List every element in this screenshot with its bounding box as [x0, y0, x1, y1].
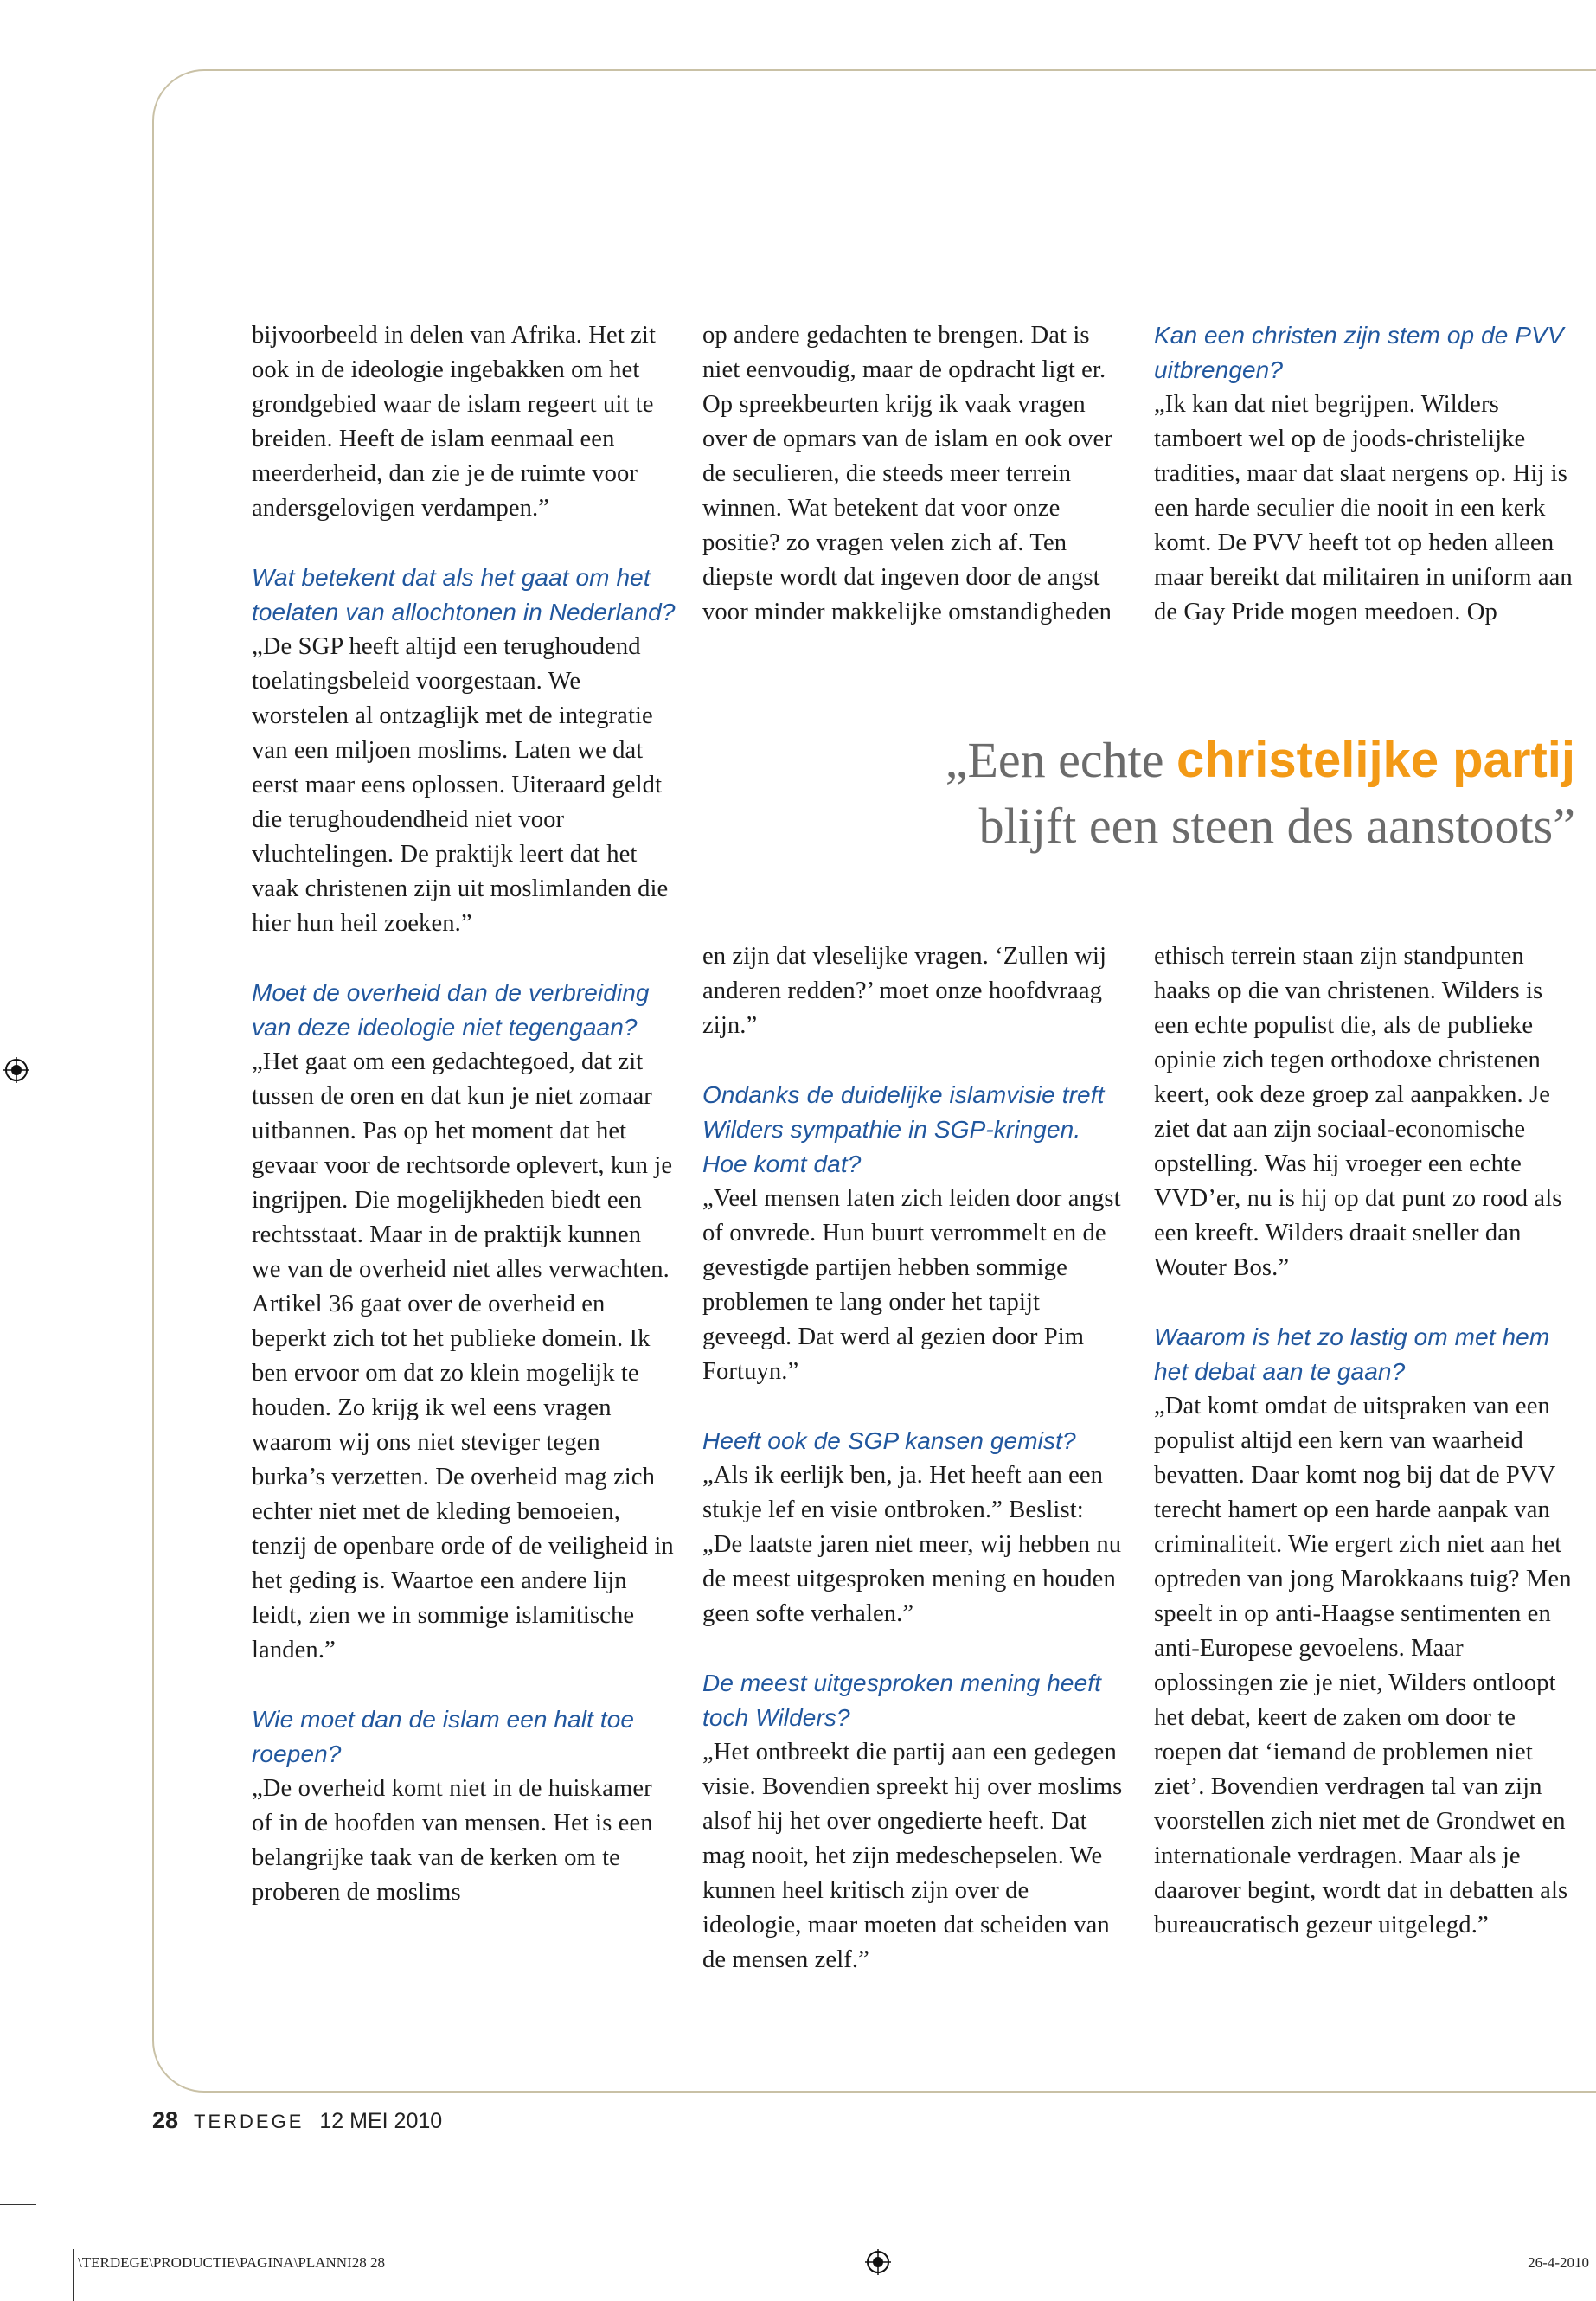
column-2-top: [702, 318, 1126, 630]
interview-question: Ondanks de duidelijke islamvisie treft Wilders sympathie in SGP-kringen. Hoe komt dat?: [702, 1081, 1105, 1177]
registration-mark-icon: [865, 2249, 891, 2275]
body-paragraph: op andere gedachten te brengen. Dat is niet eenvoudig, maar de opdracht ligt er. Op spreekbeurten krijg ik vaak vragen over de opmars van de islam en ook over de seculieren, die steeds meer terrein winnen. Wat betekent dat voor onze positie? zo vragen velen zich af. Ten diepste wordt dat ingeven door de angst voor minder makkelijke omstandigheden: [702, 322, 1112, 625]
body-paragraph: ethisch terrein staan zijn standpunten haaks op die van christenen. Wilders is een echte populist die, als de publieke opinie zich tegen orthodoxe christenen keert, ook deze groep zal aanpakken. Je ziet dat aan zijn sociaal-economische opstelling. Was hij vroeger een echte VVD’er, nu is hij op dat punt zo rood als een kreeft. Wilders draait sneller dan Wouter Bos.”: [1154, 943, 1562, 1281]
body-paragraph: en zijn dat vleselijke vragen. ‘Zullen wij anderen redden?’ moet onze hoofdvraag zijn.”: [702, 943, 1107, 1039]
slug-date: 26-4-2010: [1528, 2254, 1589, 2271]
interview-question: Kan een christen zijn stem op de PVV uitbrengen?: [1154, 322, 1564, 383]
issue-date: 12 MEI 2010: [319, 2109, 443, 2133]
column-2-bottom: [702, 939, 1126, 1977]
interview-question: Waarom is het zo lastig om met hem het debat aan te gaan?: [1154, 1324, 1550, 1385]
interview-question: Wat betekent dat als het gaat om het toelaten van allochtonen in Nederland?: [252, 564, 676, 625]
pull-quote-highlight: christelijke partij: [1176, 732, 1575, 788]
body-paragraph: bijvoorbeeld in delen van Afrika. Het zit ook in de ideologie ingebakken om het grondgebied waar de islam regeert uit te breiden. Heeft de islam eenmaal een meerderheid, dan zie je de ruimte voor andersgelovigen verdampen.”: [252, 322, 657, 522]
body-paragraph: „Ik kan dat niet begrijpen. Wilders tamboert wel op de joods-christelijke tradities, maar dat slaat nergens op. Hij is een harde seculier die nooit in een kerk komt. De PVV heeft tot op heden alleen maar bereikt dat militairen in uniform aan de Gay Pride mogen meedoen. Op: [1154, 391, 1573, 625]
interview-question: Heeft ook de SGP kansen gemist?: [702, 1427, 1076, 1454]
paragraph-gap: [702, 1043, 1126, 1078]
interview-question: Wie moet dan de islam een halt toe roepen?: [252, 1706, 635, 1767]
crop-mark: [73, 2249, 74, 2301]
paragraph-gap: [252, 941, 676, 976]
paragraph-gap: [702, 1631, 1126, 1666]
body-paragraph: „Het ontbreekt die partij aan een gedegen visie. Bovendien spreekt hij over moslims alsof hij het over ongedierte heeft. Dat mag nooit, het zijn medeschepselen. We kunnen heel kritisch zijn over de ideologie, maar moeten dat scheiden van de mensen zelf.”: [702, 1739, 1123, 1973]
body-paragraph: „De SGP heeft altijd een terughoudend toelatingsbeleid voorgestaan. We worstelen al ontzaglijk met de integratie van een miljoen moslims. Laten we dat eerst maar eens oplossen. Uiteraard geldt die terughoudendheid niet voor vluchtelingen. De praktijk leert dat het vaak christenen zijn uit moslimlanden die hier hun heil zoeken.”: [252, 633, 669, 937]
pull-quote-line-2: blijft een steen des aanstoots”: [978, 798, 1575, 854]
body-paragraph: „Het gaat om een gedachtegoed, dat zit tussen de oren en dat kun je niet zomaar uitbannen. Pas op het moment dat het gevaar voor de rechtsorde oplevert, kun je ingrijpen. Die mogelijkheden biedt een rechtsstaat. Maar in de praktijk kunnen we van de overheid niet alles verwachten. Artikel 36 gaat over de overheid en beperkt zich tot het publieke domein. Ik ben ervoor om dat zo klein mogelijk te houden. Zo krijg ik wel eens vragen waarom wij ons niet steviger tegen burka’s verzetten. De overheid mag zich echter niet met de kleding bemoeien, tenzij de openbare orde of de veiligheid in het geding is. Waartoe een andere lijn leidt, zien we in sommige islamitische landen.”: [252, 1048, 674, 1663]
column-3-top: [1154, 318, 1578, 630]
body-paragraph: „De overheid komt niet in de huiskamer of in de hoofden van mensen. Het is een belangrijke taak van de kerken om te proberen de moslims: [252, 1775, 653, 1906]
registration-mark-icon: [3, 1057, 29, 1083]
body-paragraph: „Als ik eerlijk ben, ja. Het heeft aan een stukje lef en visie ontbroken.” Beslist: „De laatste jaren niet meer, wij hebben nu de meest uitgesproken mening en houden geen softe verhalen.”: [702, 1462, 1122, 1627]
paragraph-gap: [702, 1389, 1126, 1424]
column-3-bottom: [1154, 939, 1578, 1943]
crop-mark: [0, 2204, 36, 2205]
paragraph-gap: [252, 526, 676, 561]
magazine-name: TERDEGE: [194, 2111, 304, 2132]
pull-quote: [945, 725, 1575, 856]
body-paragraph: „Dat komt omdat de uitspraken van een populist altijd een kern van waarheid bevatten. Daar komt nog bij dat de PVV terecht hamert op een harde aanpak van criminaliteit. Wie ergert zich niet aan het optreden van jong Marokkaans tuig? Men speelt in op anti-Haagse sentimenten en anti-Europese gevoelens. Maar oplossingen zie je niet, Wilders ontloopt het debat, keert de zaken om door te roepen dat ‘iemand de problemen niet ziet’. Bovendien verdragen tal van zijn voorstellen zich niet met de Grondwet en internationale verdragen. Maar als je daarover begint, wordt dat in debatten als bureaucratisch gezeur uitgelegd.”: [1154, 1393, 1572, 1939]
slug-path: \TERDEGE\PRODUCTIE\PAGINA\PLANNI28 28: [78, 2254, 385, 2271]
page-footer: [152, 2107, 442, 2134]
paragraph-gap: [1154, 1285, 1578, 1320]
page-number: 28: [152, 2107, 179, 2133]
column-1: [252, 318, 676, 1910]
body-paragraph: „Veel mensen laten zich leiden door angst of onvrede. Hun buurt verrommelt en de gevestigde partijen hebben sommige problemen te lang onder het tapijt geveegd. Dat werd al gezien door Pim Fortuyn.”: [702, 1185, 1121, 1385]
interview-question: De meest uitgesproken mening heeft toch Wilders?: [702, 1670, 1101, 1731]
interview-question: Moet de overheid dan de verbreiding van deze ideologie niet tegengaan?: [252, 979, 650, 1041]
pull-quote-prefix: „Een echte: [945, 732, 1177, 788]
paragraph-gap: [252, 1668, 676, 1702]
